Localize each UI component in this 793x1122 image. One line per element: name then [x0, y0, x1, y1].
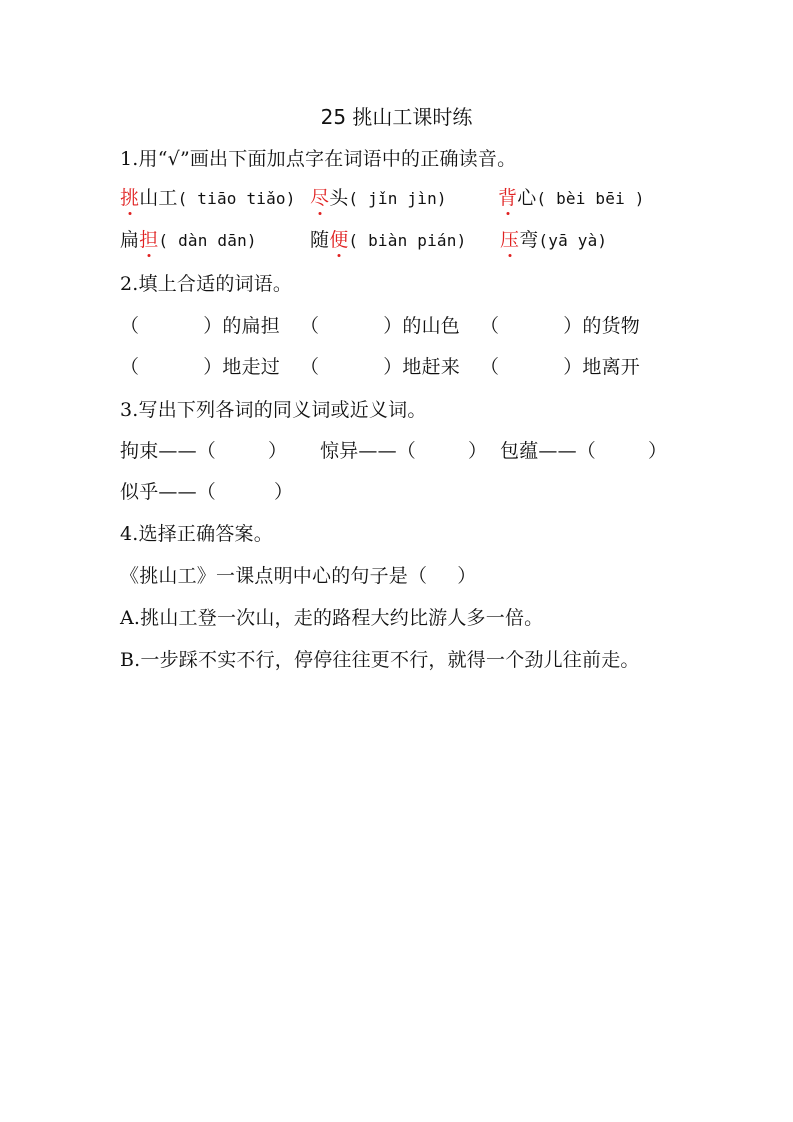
question-text: 《挑山工》一课点明中心的句子是（ [120, 565, 428, 587]
pinyin-options: (yā yà) [538, 231, 608, 250]
open-paren: （ [300, 315, 320, 337]
q2-prompt: 2.填上合适的词语。 [120, 273, 293, 295]
dotted-char: 压 [500, 229, 520, 251]
blank-suffix: ）地走过 [203, 356, 281, 378]
q4-option-b[interactable]: B.一步踩不实不行，停停往往更不行，就得一个劲儿往前走。 [120, 649, 640, 671]
dotted-char: 担 [139, 229, 159, 251]
blank-suffix: ）的货物 [563, 315, 641, 337]
q1-row-1 [120, 186, 645, 211]
dotted-char: 便 [329, 229, 349, 251]
synonym-word: 似乎——（ [120, 481, 217, 503]
q2-row-1 [120, 314, 640, 338]
fill-blank-item [300, 314, 480, 338]
synonym-item [120, 439, 320, 463]
blank-suffix: ）的山色 [383, 315, 461, 337]
close-paren: ） [648, 440, 668, 462]
fill-blank-item [300, 355, 480, 379]
blank-suffix: ）的扁担 [203, 315, 281, 337]
fill-blank-item [480, 315, 640, 337]
word-rest: 扁 [120, 229, 140, 251]
word-rest: 弯 [519, 229, 539, 251]
q1-item-6 [500, 229, 607, 251]
q3-row-2 [120, 480, 293, 504]
open-paren: （ [120, 315, 140, 337]
word-rest: 随 [310, 229, 330, 251]
page-title: 25 挑山工课时练 [320, 105, 473, 129]
open-paren: （ [120, 356, 140, 378]
q3-prompt: 3.写出下列各词的同义词或近义词。 [120, 399, 427, 421]
q1-row-2 [120, 228, 607, 253]
pinyin-options: ( dàn dān) [158, 231, 257, 250]
open-paren: （ [300, 356, 320, 378]
q4-prompt: 4.选择正确答案。 [120, 523, 273, 545]
pinyin-options: ( tiāo tiǎo) [177, 189, 296, 208]
dotted-char: 挑 [120, 187, 140, 209]
pinyin-options: ( jǐn jìn) [348, 189, 447, 208]
close-paren: ） [268, 440, 288, 462]
q1-item-4 [120, 228, 310, 253]
dotted-char: 尽 [310, 187, 330, 209]
synonym-word: 包蕴——（ [500, 440, 597, 462]
synonym-item [320, 439, 500, 463]
dotted-char: 背 [498, 187, 518, 209]
close-paren: ） [274, 481, 294, 503]
word-rest: 山工 [139, 187, 178, 209]
synonym-item [500, 440, 667, 462]
word-rest: 头 [329, 187, 349, 209]
word-rest: 心 [517, 187, 537, 209]
q1-prompt: 1.用“√”画出下面加点字在词语中的正确读音。 [120, 148, 517, 170]
blank-suffix: ）地赶来 [383, 356, 461, 378]
open-paren: （ [480, 315, 500, 337]
blank-suffix: ）地离开 [563, 356, 641, 378]
fill-blank-item [120, 355, 300, 379]
open-paren: （ [480, 356, 500, 378]
q1-item-2 [310, 186, 498, 211]
q3-row-1 [120, 439, 667, 463]
pinyin-options: ( biàn pián) [348, 231, 467, 250]
q4-question [120, 564, 476, 588]
fill-blank-item [480, 356, 640, 378]
q1-item-3 [498, 187, 645, 209]
synonym-word: 拘束——（ [120, 440, 217, 462]
close-paren: ） [468, 440, 488, 462]
q1-item-5 [310, 228, 500, 253]
q1-item-1 [120, 186, 310, 211]
close-paren: ） [457, 565, 477, 587]
q2-row-2 [120, 355, 640, 379]
synonym-word: 惊异——（ [320, 440, 417, 462]
fill-blank-item [120, 314, 300, 338]
pinyin-options: ( bèi bēi ) [536, 189, 645, 208]
q4-option-a[interactable]: A.挑山工登一次山，走的路程大约比游人多一倍。 [120, 607, 544, 629]
